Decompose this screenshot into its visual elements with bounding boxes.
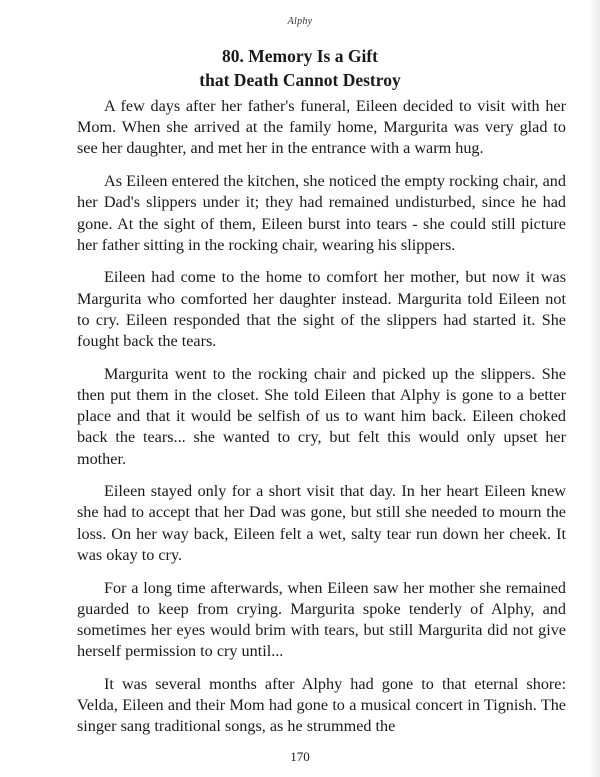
- body-text: [77, 96, 566, 749]
- paragraph-7: It was several months after Alphy had gone to that eternal shore: Velda, Eileen and their Mom had gone to a musical concert in Tignish. The singer sang traditional songs, as he strummed the: [77, 674, 566, 736]
- running-head: Alphy: [287, 16, 313, 27]
- paragraph-2: As Eileen entered the kitchen, she noticed the empty rocking chair, and her Dad's slippers under it; they had remained undisturbed, since he had gone. At the sight of them, Eileen burst into tears - she could still picture her father sitting in the rocking chair, wearing his slippers.: [77, 172, 566, 254]
- paragraph-1: A few days after her father's funeral, Eileen decided to visit with her Mom. When she arrived at the family home, Margurita was very glad to see her daughter, and met her in the entrance with a warm hug.: [77, 97, 566, 158]
- chapter-title-line-1: 80. Memory Is a Gift: [221, 46, 378, 66]
- paragraph-4: Margurita went to the rocking chair and picked up the slippers. She then put them in the closet. She told Eileen that Alphy is gone to a better place and that it would be selfish of us to want him back. Eileen choked back the tears... she wanted to cry, but felt this would only upset her mother.: [77, 364, 566, 468]
- paragraph-3: Eileen had come to the home to comfort her mother, but now it was Margurita who comforted her daughter instead. Margurita told Eileen not to cry. Eileen responded that the sight of the slippers had started it. She fought back the tears.: [77, 268, 566, 351]
- paragraph-6: For a long time afterwards, when Eileen saw her mother she remained guarded to keep from crying. Margurita spoke tenderly of Alphy, and sometimes her eyes would brim with tears, but still Margurita did not give herself permission to cry until...: [77, 578, 566, 661]
- chapter-title: [0, 44, 600, 92]
- page-edge-shadow: [588, 0, 600, 777]
- page-number: 170: [290, 749, 310, 764]
- paragraph-5: Eileen stayed only for a short visit that day. In her heart Eileen knew she had to accept that her Dad was gone, but still she needed to mourn the loss. On her way back, Eileen felt a wet, salty tear run down her cheek. It was okay to cry.: [77, 482, 566, 564]
- chapter-title-line-2: that Death Cannot Destroy: [199, 70, 401, 90]
